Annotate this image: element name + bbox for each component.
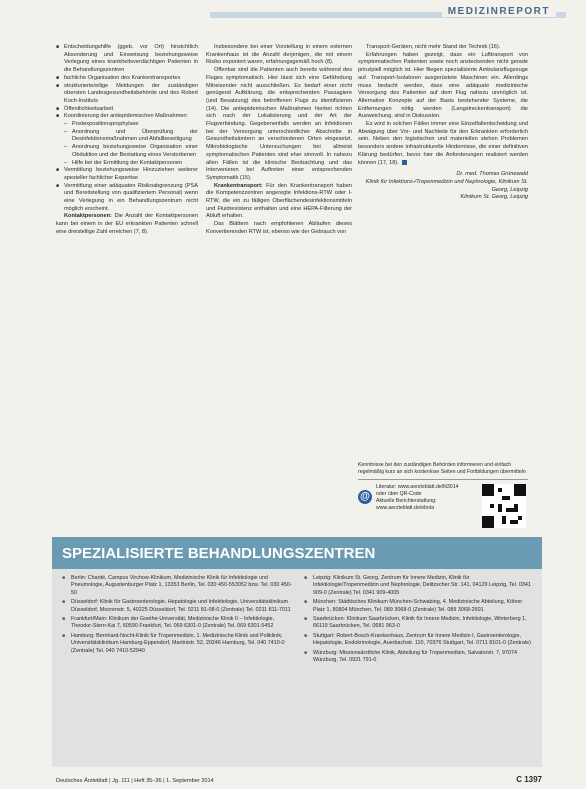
- center-entry: ■ Frankfurt/Main: Klinikum der Goethe-Universität, Medizinische Klinik II – Infektiologie, Theodor-Stern-Kai 7, 60590 Frankfurt, Tel. 069 6301-0 (Zentrale) Tel. 069 6301-5452: [62, 616, 292, 631]
- list-item: [56, 83, 198, 106]
- at-sign-icon: @: [358, 490, 372, 504]
- list-item: [56, 106, 198, 114]
- paragraph-text: fachliche Organisation des Krankentransportes: [64, 74, 181, 81]
- paragraph-text: Anordnung beziehungsweise Organisation einer Obduktion und der Bestattung eines Verstorbenen: [72, 144, 198, 158]
- paragraph-text: Hilfe bei der Ermittlung der Kontaktpersonen: [72, 159, 183, 166]
- paragraph-text: Vermittlung einer adäquaten Risikoabgrenzung (PSA und Bereitstellung von qualifiziertem Personal) wenn eine Verlegung in ein Behandlungszentrum nicht möglich erscheint.: [64, 182, 198, 212]
- end-mark-icon: [402, 160, 407, 165]
- list-item: [56, 44, 198, 75]
- paragraph-text: Erfahrungen haben gezeigt, dass ein Lufttransport von symptomatischen Patienten sowie noch ansteckenden nicht gerade prinzipiell möglich ist. Hier fliegen spezialisierte Ambulanzflugzeuge auf. Transport-Isolatoren ausgerüstete Maschinen ein. Allerdings muss bedacht werden, dass eine adäquate medizinische Versorgung des Patienten auf dem Flug nahezu unmöglich ist. Alternative Konzepte auf der Basis bestehender Systeme, die Entfernungen nötig werden (Langstreckentransport) die Ausweichung, sind in Diskussion.: [358, 51, 528, 120]
- paragraph: [206, 221, 352, 236]
- paragraph: [358, 52, 528, 121]
- paragraph-lead: Krankentransport:: [214, 182, 263, 189]
- page-number: C 1397: [516, 775, 542, 784]
- literature-qr-hint: oder über QR-Code: [376, 491, 422, 497]
- author-affiliation-2: Klinikum St. Georg, Leipzig: [460, 194, 528, 201]
- page-footer: [56, 775, 542, 784]
- list-item: [56, 129, 198, 144]
- news-link[interactable]: www.aerzteblatt.de/ebola: [376, 505, 434, 511]
- paragraph-text: Insbesondere bei einer Vorstellung in einem externen Krankenhaus ist die Anzahl derjenigen, die mit einem Risiko exponiert waren, erfahrungsgemäß hoch (8).: [206, 44, 352, 66]
- list-item: [56, 75, 198, 83]
- author-block: [358, 171, 528, 202]
- journal-citation: Deutsches Ärzteblatt | Jg. 111 | Heft 35–36 | 1. September 2014: [56, 778, 214, 784]
- author-name: Dr. med. Thomas Grünewald: [456, 171, 528, 178]
- text-column-3: [358, 44, 528, 202]
- paragraph-text: Anordnung und Überprüfung der Desinfektionsmaßnahmen und Abfallbeseitigung: [72, 128, 198, 143]
- paragraph-text: Entscheidungshilfe (ggeb. vor Ort) hinsichtlich Absonderung und Einweisung beziehungsweise Verlegung eines krankheitsverdächtigen Patienten in die Behandlungszentren: [64, 44, 198, 74]
- paragraph-text: Offenbar sind die Patienten auch bereits während des Fluges symptomatisch. Hier lässt sich eine Gefährdung Mitreisender nicht ausschließen. Es bedarf einer nicht genügend Aufklärung, die entsprechenden Passagiere (und Besatzung) des betroffenen Flugs zu identifizieren (14). Die antiepidemischen Maßnahmen hierbei richten sich nach der Lokalisierung und der Art der Flugverbindung. Gegebenenfalls werden an Infektionen bei der Versorgung unterschiedlicher Abschnitte in Gesundheitsämtern an verschiedenen Orten eingesetzt. Mikrobiologische Untersuchungen bei allmeist symptomatischen Patienten sind eher sinnvoll. In nahezu allen Fällen ist die klinische Beobachtung und das Intervenieren bei Auftreten einer entsprechenden Symptomatik (15).: [206, 67, 352, 181]
- text-column-1: [56, 44, 198, 237]
- center-entry: ■ München: Städtisches Klinikum München-Schwabing, 4. Medizinische Abteilung, Kölner Platz 1, 80804 München, Tel. 089 3068-0 (Zentrale) Tel. 089 3068-2601: [304, 599, 534, 614]
- page-header: [0, 0, 586, 30]
- list-item: [56, 160, 198, 168]
- paragraph-text: Koordinierung der antiepidemischen Maßnahmen:: [64, 113, 189, 120]
- box-title: SPEZIALISIERTE BEHANDLUNGSZENTREN: [62, 545, 376, 562]
- list-item: [56, 167, 198, 182]
- centers-right-column: [304, 575, 534, 666]
- literature-box: [358, 462, 528, 512]
- center-entry: ■ Hamburg: Bernhard-Nocht-Klinik für Tropenmedizin, 1. Medizinische Klinik und Poliklinik, Universitätsklinikum Hamburg-Eppendorf, Martinistr. 52, 20246 Hamburg, Tel. 040 7410-0 (Zentrale) Tel. 040 7410-52940: [62, 633, 292, 655]
- center-entry: ■ Berlin: Charité, Campus Virchow-Klinikum, Medizinische Klinik für Infektiologie und Pneumologie, Augustenburger Platz 1, 13353 Berlin, Tel. 030 450-553052 bzw. Tel. 030 450-50: [62, 575, 292, 597]
- literature-intro: Kenntnisse bei den zuständigen Behörden informieren und einfach regelmäßig kurz an sich kostenlose Seiten und Fortbildungen übermitteln: [358, 462, 528, 480]
- text-column-2: [206, 44, 352, 237]
- paragraph-lead: Kontaktpersonen:: [64, 213, 112, 220]
- center-entry: ■ Leipzig: Klinikum St. Georg, Zentrum für Innere Medizin, Klinik für Infektiologie/Tropenmedizin und Nephrologie, Delitzscher Str. 141, 04129 Leipzig, Tel. 0341 909-0 (Zentrale) Tel. 0341 909-4005: [304, 575, 534, 597]
- paragraph: [206, 44, 352, 67]
- list-item: [56, 113, 198, 121]
- centers-left-column: [62, 575, 292, 657]
- paragraph-text: Es wird in solchen Fällen immer eine Einzelfallentscheidung und Abwägung über Vor- und Nachteile für den Erkrankten erforderlich sein. Neben den logistischen und materiellen stehen Problemen besonders andere infrastrukturelle Hindernisse, die einer definitiven Klärung bedürfen, bevor hier die Anforderungen realisiert werden können (17, 18).: [358, 121, 528, 166]
- paragraph: [206, 183, 352, 222]
- paragraph-text: strukturierte/eilige Meldungen der zuständigen obersten Landesgesundheitsbehörde und des Robert Koch-Instituts: [64, 82, 198, 104]
- qr-code-icon[interactable]: [482, 484, 526, 528]
- paragraph-text: Transport-Geräten, nicht mehr Stand der Technik (16).: [366, 44, 501, 50]
- paragraph-text: Das Blättern nach empfohlenen Abläufen dieses Konvertierenden RTW ist, ebenso wie der Gebrauch von: [206, 221, 352, 235]
- paragraph: [358, 121, 528, 167]
- center-entry: ■ Würzburg: Missionsärztliche Klinik, Abteilung für Tropenmedizin, Salvatorstr. 7, 97074 Würzburg, Tel. 0931 791-0: [304, 650, 534, 665]
- list-item: [56, 144, 198, 159]
- center-entry: ■ Stuttgart: Robert-Bosch-Krankenhaus, Zentrum für Innere Medizin I, Gastroenterologie, Hepatologie, Endokrinologie, Auerbachstr. 110, 70376 Stuttgart, Tel. 0711 8101-0 (Zentrale): [304, 633, 534, 648]
- news-label: Aktuelle Berichterstattung:: [376, 498, 437, 504]
- paragraph-text: Öffentlichkeitsarbeit: [64, 105, 114, 112]
- center-entry: ■ Düsseldorf: Klinik für Gastroenterologie, Hepatologie und Infektiologie, Universitätsklinikum Düsseldorf, Moorenstr. 5, 40225 Düsseldorf, Tel. 0211 81-08-0 (Zentrale) Tel. 0211 811-7011: [62, 599, 292, 614]
- paragraph-text: Vermittlung beziehungsweise Hinzuziehen weiterer spezieller fachlicher Expertise: [64, 167, 198, 181]
- list-item: [56, 121, 198, 129]
- paragraph: [206, 67, 352, 183]
- author-affiliation: Klinik für Infektions-/Tropenmedizin und Nephrologie, Klinikum St. Georg, Leipzig: [365, 178, 528, 193]
- center-entry: ■ Saarbrücken: Klinikum Saarbrücken, Klinik für Innere Medizin, Infektiologie, Winterberg 1, 66119 Saarbrücken, Tel. 0681 963-0: [304, 616, 534, 631]
- section-label: MEDIZINREPORT: [442, 6, 556, 17]
- paragraph: [56, 213, 198, 236]
- paragraph-text: Postexpositionsprophylaxe: [72, 121, 139, 128]
- treatment-centers-box: [52, 537, 542, 767]
- paragraph-text: Die Anzahl der Kontaktpersonen kann bei einem in der EU erkrankten Patienten schnell eine dreistellige Zahl erreichen (7, 8).: [56, 213, 198, 235]
- literature-link[interactable]: Literatur: www.aerzteblatt.de/lit3014: [376, 484, 459, 490]
- paragraph-text: Für den Krankentransport haben die Kompetenzzentren angeregte Infektions-RTW oder I-RTW, die ein zu fälligen Oberflächendesinfektionsmitteln und Fluidresistenz enthalten und eine HEPA-Filterung der Abluft erhalten.: [206, 182, 352, 220]
- paragraph: [358, 44, 528, 52]
- list-item: [56, 183, 198, 214]
